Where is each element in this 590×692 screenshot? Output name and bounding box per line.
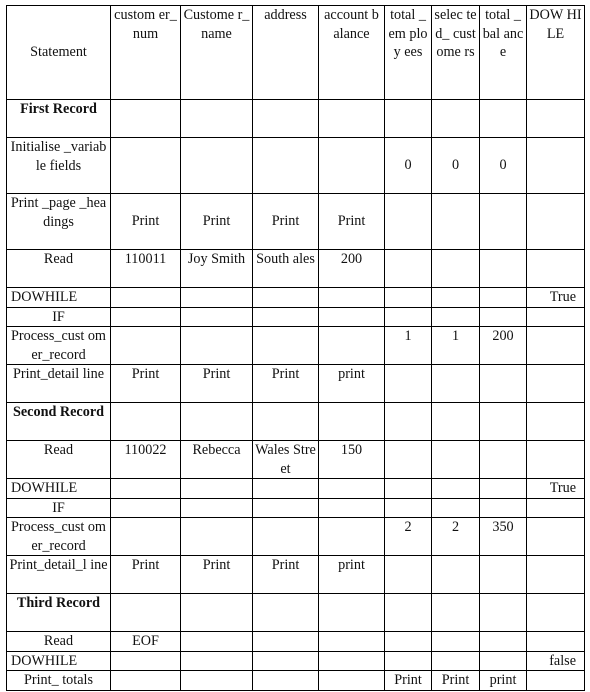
cell-total-employees — [385, 365, 432, 403]
cell-total-employees — [385, 403, 432, 441]
cell-address — [253, 307, 319, 327]
header-row — [7, 6, 585, 100]
cell-total-employees — [385, 288, 432, 308]
cell-customer-name — [181, 479, 253, 499]
cell-total-balance — [480, 498, 527, 518]
table-row — [7, 518, 585, 556]
cell-selected-customers — [432, 365, 480, 403]
cell-address: Wales Street — [253, 441, 319, 479]
cell-account-balance: Print — [319, 194, 385, 250]
cell-customer-num — [111, 288, 181, 308]
cell-dowhile: True — [527, 479, 585, 499]
cell-customer-num — [111, 594, 181, 632]
cell-total-employees: 2 — [385, 518, 432, 556]
cell-customer-name — [181, 327, 253, 365]
cell-selected-customers — [432, 556, 480, 594]
cell-account-balance: 150 — [319, 441, 385, 479]
cell-selected-customers: Print — [432, 671, 480, 691]
cell-total-balance — [480, 288, 527, 308]
cell-selected-customers — [432, 194, 480, 250]
cell-total-balance: 350 — [480, 518, 527, 556]
cell-total-balance — [480, 556, 527, 594]
table-row — [7, 403, 585, 441]
cell-customer-num — [111, 651, 181, 671]
cell-total-employees: Print — [385, 671, 432, 691]
table-row — [7, 365, 585, 403]
cell-customer-num — [111, 307, 181, 327]
cell-total-employees — [385, 100, 432, 138]
cell-total-balance — [480, 194, 527, 250]
cell-address: Print — [253, 556, 319, 594]
row-statement: Print _page _headings — [7, 194, 111, 250]
cell-dowhile — [527, 327, 585, 365]
cell-selected-customers — [432, 632, 480, 652]
row-statement: Process_cust omer_record — [7, 327, 111, 365]
cell-account-balance — [319, 498, 385, 518]
cell-total-balance — [480, 403, 527, 441]
cell-account-balance — [319, 632, 385, 652]
cell-total-balance — [480, 365, 527, 403]
cell-selected-customers: 1 — [432, 327, 480, 365]
cell-dowhile — [527, 403, 585, 441]
cell-customer-name — [181, 498, 253, 518]
row-statement: Read — [7, 632, 111, 652]
header-customer-name: Custome r_name — [181, 6, 253, 100]
cell-dowhile — [527, 498, 585, 518]
cell-total-employees: 0 — [385, 138, 432, 194]
cell-address — [253, 327, 319, 365]
row-statement: Initialise _variable fields — [7, 138, 111, 194]
cell-customer-num — [111, 403, 181, 441]
row-statement: Print_detail_l ine — [7, 556, 111, 594]
cell-account-balance — [319, 138, 385, 194]
header-selected-customers: selec ted_ cust ome rs — [432, 6, 480, 100]
row-statement: DOWHILE — [7, 479, 111, 499]
row-statement: DOWHILE — [7, 651, 111, 671]
table-row — [7, 498, 585, 518]
cell-address — [253, 403, 319, 441]
cell-total-balance: 200 — [480, 327, 527, 365]
cell-customer-num — [111, 327, 181, 365]
cell-total-employees — [385, 194, 432, 250]
cell-customer-name — [181, 288, 253, 308]
cell-dowhile — [527, 671, 585, 691]
table-row — [7, 100, 585, 138]
cell-customer-name — [181, 138, 253, 194]
cell-dowhile — [527, 594, 585, 632]
cell-total-balance — [480, 307, 527, 327]
cell-selected-customers — [432, 594, 480, 632]
cell-account-balance: 200 — [319, 250, 385, 288]
cell-total-balance — [480, 100, 527, 138]
row-statement: Read — [7, 441, 111, 479]
cell-address: Print — [253, 194, 319, 250]
row-statement: DOWHILE — [7, 288, 111, 308]
cell-address: Print — [253, 365, 319, 403]
cell-dowhile — [527, 518, 585, 556]
cell-account-balance — [319, 327, 385, 365]
table-row — [7, 250, 585, 288]
cell-customer-num — [111, 138, 181, 194]
cell-selected-customers — [432, 250, 480, 288]
cell-dowhile — [527, 556, 585, 594]
row-statement: Print_detail line — [7, 365, 111, 403]
cell-total-balance — [480, 594, 527, 632]
cell-account-balance — [319, 479, 385, 499]
table-row — [7, 556, 585, 594]
cell-total-employees — [385, 498, 432, 518]
cell-customer-num — [111, 100, 181, 138]
cell-address — [253, 100, 319, 138]
cell-customer-name — [181, 651, 253, 671]
cell-selected-customers — [432, 651, 480, 671]
cell-total-employees — [385, 441, 432, 479]
cell-account-balance: print — [319, 556, 385, 594]
table-row — [7, 594, 585, 632]
cell-total-balance — [480, 250, 527, 288]
cell-selected-customers: 2 — [432, 518, 480, 556]
cell-customer-name: Print — [181, 194, 253, 250]
cell-customer-name: Print — [181, 365, 253, 403]
cell-address — [253, 594, 319, 632]
cell-customer-name: Print — [181, 556, 253, 594]
table-row — [7, 441, 585, 479]
cell-total-employees — [385, 479, 432, 499]
cell-address — [253, 479, 319, 499]
cell-customer-name — [181, 594, 253, 632]
cell-address — [253, 138, 319, 194]
cell-selected-customers — [432, 100, 480, 138]
cell-account-balance — [319, 403, 385, 441]
cell-customer-num — [111, 498, 181, 518]
cell-selected-customers — [432, 307, 480, 327]
header-account-balance: account balance — [319, 6, 385, 100]
cell-customer-name — [181, 518, 253, 556]
cell-account-balance — [319, 518, 385, 556]
cell-address — [253, 518, 319, 556]
row-statement: Process_cust omer_record — [7, 518, 111, 556]
row-statement: Print_ totals — [7, 671, 111, 691]
row-statement: Second Record — [7, 403, 111, 441]
cell-selected-customers — [432, 441, 480, 479]
header-dowhile: DOW HILE — [527, 6, 585, 100]
cell-customer-name: Joy Smith — [181, 250, 253, 288]
cell-total-employees: 1 — [385, 327, 432, 365]
cell-selected-customers — [432, 288, 480, 308]
cell-dowhile — [527, 441, 585, 479]
cell-dowhile — [527, 194, 585, 250]
cell-dowhile — [527, 250, 585, 288]
cell-account-balance — [319, 100, 385, 138]
cell-customer-name — [181, 403, 253, 441]
cell-total-balance — [480, 651, 527, 671]
cell-dowhile — [527, 138, 585, 194]
table-row — [7, 671, 585, 691]
cell-total-balance — [480, 632, 527, 652]
cell-dowhile — [527, 100, 585, 138]
row-statement: IF — [7, 498, 111, 518]
cell-address — [253, 288, 319, 308]
cell-total-employees — [385, 632, 432, 652]
cell-total-employees — [385, 556, 432, 594]
cell-selected-customers — [432, 479, 480, 499]
header-customer-num: custom er_num — [111, 6, 181, 100]
table-row — [7, 479, 585, 499]
header-total-employees: total _em ploy ees — [385, 6, 432, 100]
cell-total-employees — [385, 307, 432, 327]
table-row — [7, 307, 585, 327]
cell-customer-name — [181, 632, 253, 652]
cell-account-balance — [319, 671, 385, 691]
cell-dowhile — [527, 365, 585, 403]
desk-check-table — [6, 5, 585, 691]
cell-account-balance — [319, 307, 385, 327]
cell-address: South ales — [253, 250, 319, 288]
cell-total-balance: print — [480, 671, 527, 691]
cell-dowhile — [527, 307, 585, 327]
cell-customer-num: 110011 — [111, 250, 181, 288]
cell-customer-num: Print — [111, 556, 181, 594]
cell-total-balance: 0 — [480, 138, 527, 194]
cell-customer-num: Print — [111, 194, 181, 250]
cell-customer-name — [181, 100, 253, 138]
cell-total-employees — [385, 250, 432, 288]
cell-selected-customers — [432, 403, 480, 441]
cell-customer-num: Print — [111, 365, 181, 403]
cell-dowhile: True — [527, 288, 585, 308]
cell-account-balance — [319, 288, 385, 308]
cell-customer-num — [111, 518, 181, 556]
cell-total-employees — [385, 594, 432, 632]
cell-address — [253, 632, 319, 652]
header-address: address — [253, 6, 319, 100]
cell-account-balance — [319, 594, 385, 632]
table-row — [7, 138, 585, 194]
cell-selected-customers — [432, 498, 480, 518]
cell-account-balance: print — [319, 365, 385, 403]
table-row — [7, 288, 585, 308]
cell-customer-num — [111, 479, 181, 499]
row-statement: IF — [7, 307, 111, 327]
header-total-balance: total _bal ance — [480, 6, 527, 100]
cell-customer-num: EOF — [111, 632, 181, 652]
cell-address — [253, 671, 319, 691]
table-row — [7, 194, 585, 250]
cell-customer-name: Rebecca — [181, 441, 253, 479]
cell-customer-name — [181, 671, 253, 691]
cell-address — [253, 498, 319, 518]
cell-customer-num: 110022 — [111, 441, 181, 479]
row-statement: Third Record — [7, 594, 111, 632]
cell-selected-customers: 0 — [432, 138, 480, 194]
cell-customer-num — [111, 671, 181, 691]
table-row — [7, 651, 585, 671]
table-row — [7, 327, 585, 365]
cell-total-employees — [385, 651, 432, 671]
header-statement: Statement — [7, 6, 111, 100]
row-statement: First Record — [7, 100, 111, 138]
cell-address — [253, 651, 319, 671]
cell-account-balance — [319, 651, 385, 671]
cell-dowhile — [527, 632, 585, 652]
cell-dowhile: false — [527, 651, 585, 671]
cell-total-balance — [480, 441, 527, 479]
table-row — [7, 632, 585, 652]
cell-total-balance — [480, 479, 527, 499]
cell-customer-name — [181, 307, 253, 327]
row-statement: Read — [7, 250, 111, 288]
